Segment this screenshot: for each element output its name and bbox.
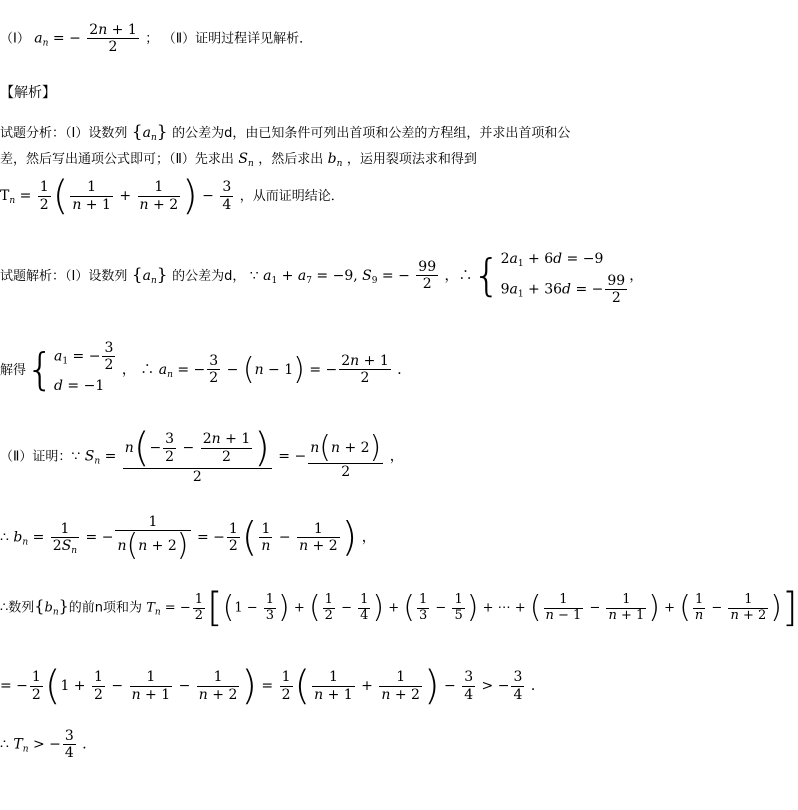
solution-line-2: 解得{ $a_1$ = − $\frac{3}{2}$ d = −1 ， ∴ $a_n$ = − $\frac{3}{2}$ − (n − 1) = − $\frac{2n + 1}{2}$ ．	[0, 340, 412, 395]
solution-conclusion: ∴ $T_n$ > − $\frac{3}{4}$ ．	[0, 728, 97, 762]
section-title: 【解析】	[0, 85, 56, 101]
answer-part2-label: （Ⅱ）	[162, 31, 196, 47]
answer-line: （Ⅰ） $a_n$ = − $\frac{2n + 1}{2}$ ； （Ⅱ）证明过程详见解析．	[0, 22, 313, 56]
answer-part1-label: （Ⅰ）	[0, 31, 30, 47]
solution-line-1: 试题解析：（Ⅰ）设数列 $\{a_n\}$ 的公差为d， ∵ $a_1 + a_7 = -9$, $S_9$ = − $\frac{99}{2}$ ，∴{ $2a_1 + 6d = -9$ $9a_1 + 36d$ = − $\frac{99}{2}$ ，	[0, 249, 644, 306]
solution-line-3: （Ⅱ）证明：∵ $S_n$ = n(− $\frac{3}{2}$ − $\frac{2n + 1}{2}$ ) 2 = − $\frac{n(n + 2)}{2}$ ，	[0, 425, 404, 485]
analysis-line-2: 差，然后写出通项公式即可；（Ⅱ）先求出 $S_n$ ，然后求出 $b_n$ ，运用裂项法求和得到	[0, 151, 477, 169]
solution-line-6: = − $\frac{1}{2}$ (1 + $\frac{1}{2}$ − $\frac{1}{n + 1}$ − $\frac{1}{n + 2}$ ) = $\frac{1}{2}$ ( $\frac{1}{n + 1}$ + $\frac{1}{n + 2}$ ) − $\frac{3}{4}$ > − $\frac{3}{4}$ ．	[0, 663, 545, 709]
analysis-line-3: $T_n$ = $\frac{1}{2}$ ( $\frac{1}{n + 1}$ + $\frac{1}{n + 2}$ ) − $\frac{3}{4}$ ，从而证明结论．	[0, 173, 344, 219]
solution-line-4: ∴ $b_n$ = $\frac{1}{2S_n}$ = − $\frac{1}{n(n + 2)}$ = − $\frac{1}{2}$ ( $\frac{1}{n}$ − $\frac{1}{n + 2}$ ) ，	[0, 514, 376, 564]
fraction: $\frac{2n + 1}{2}$	[89, 22, 137, 56]
analysis-line-1: 试题分析：（Ⅰ）设数列 $\{a_n\}$ 的公差为d，由已知条件可列出首项和公差的方程组，并求出首项和公	[0, 122, 571, 143]
solution-line-5: ∴数列$\{b_n\}$的前n项和为 $T_n$ = − $\frac{1}{2}$ [(1 − $\frac{1}{3}$ ) + ( $\frac{1}{2}$ − $\frac{1}{4}$ ) + ( $\frac{1}{3}$ − $\frac{1}{5}$ ) + ⋯ + ( $\frac{1}{n - 1}$ − $\frac{1}{n + 1}$ ) + ( $\frac{1}{n}$ − $\frac{1}{n + 2}$ )]	[0, 585, 798, 631]
answer-part2-text: 证明过程详见解析．	[195, 31, 313, 47]
